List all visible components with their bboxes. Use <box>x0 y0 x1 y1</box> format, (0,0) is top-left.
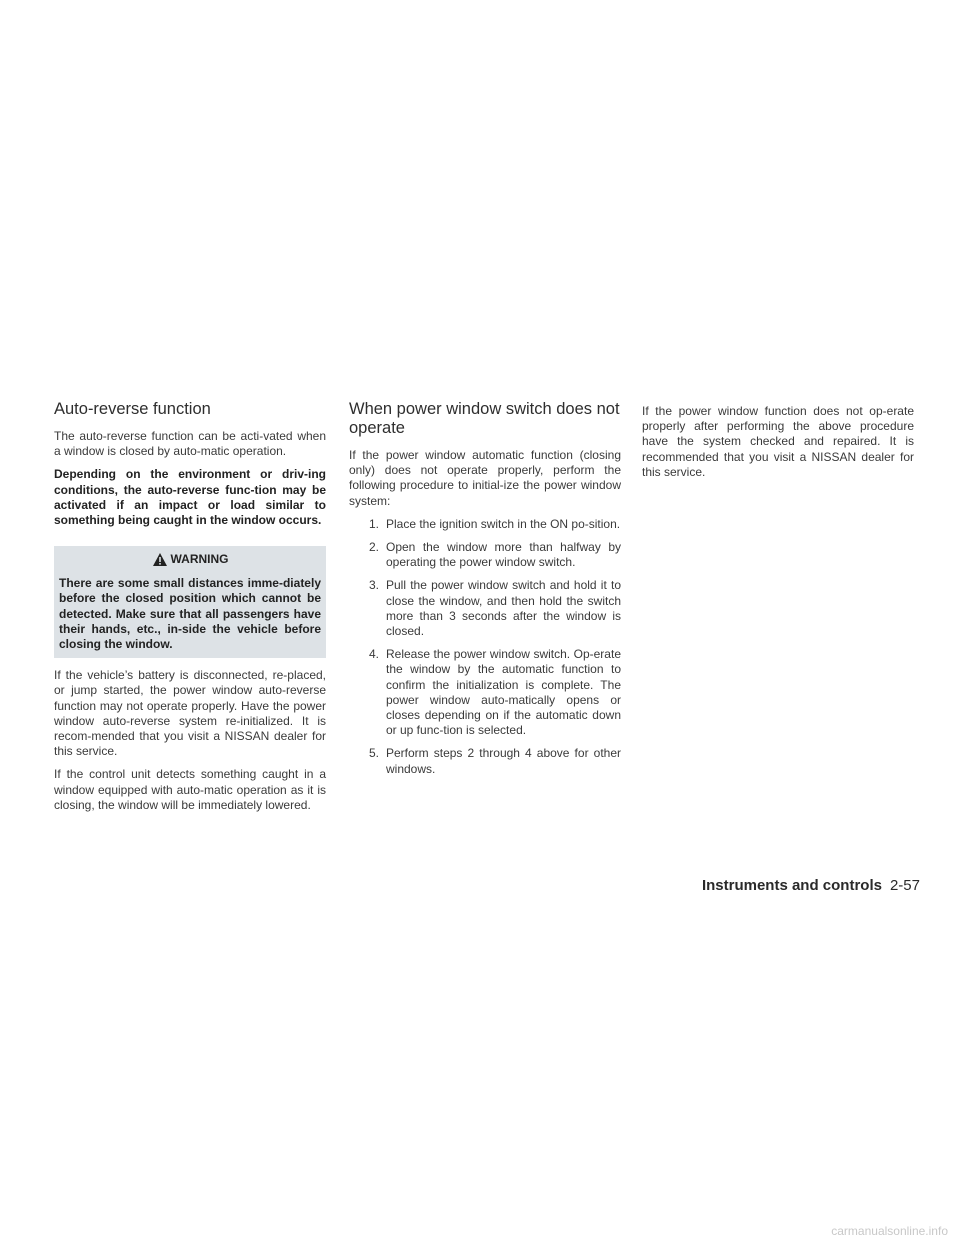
list-item: 5. Perform steps 2 through 4 above for other windows. <box>369 746 621 776</box>
watermark: carmanualsonline.info <box>831 1224 948 1238</box>
section-title-auto-reverse: Auto-reverse function <box>54 400 211 418</box>
column-right <box>642 404 914 488</box>
warning-triangle-icon <box>152 552 168 567</box>
list-item: 1. Place the ignition switch in the ON po-sition. <box>369 516 621 531</box>
paragraph: If the power window function does not op-erate properly after performing the above procedure have the system checked and repaired. It is recommended that you visit a NISSAN dealer for this service. <box>642 404 914 479</box>
paragraph: If the control unit detects something caught in a window equipped with auto-matic operation as it is closing, the window will be immediately lowered. <box>54 767 326 812</box>
column-middle <box>349 400 621 785</box>
footer-section-title: Instruments and controls <box>701 877 882 894</box>
procedure-steps <box>349 517 621 777</box>
list-item: 3. Pull the power window switch and hold it to close the window, and then hold the switch more than 3 seconds after the window is closed. <box>369 578 621 639</box>
warning-header <box>59 550 321 568</box>
section-title-power-window: When power window switch does not operate <box>349 400 620 437</box>
page-number: 2-57 <box>889 877 920 894</box>
list-item: 2. Open the window more than halfway by operating the power window switch. <box>369 540 621 570</box>
paragraph: If the vehicle’s battery is disconnected, re-placed, or jump started, the power window auto-reverse function may not operate properly. Have the power window auto-reverse system re-initialized. It is recom-mended that you visit a NISSAN dealer for this service. <box>54 668 326 759</box>
paragraph: The auto-reverse function can be acti-vated when a window is closed by auto-matic operation. <box>54 429 326 459</box>
warning-text: There are some small distances imme-diately before the closed position which cannot be detected. Make sure that all passengers have their hands, etc., in-side the vehicle before closing the window. <box>59 576 321 652</box>
list-item: 4. Release the power window switch. Op-erate the window by the automatic function to confirm the initialization is complete. The power window auto-matically opens or closes depending on if the automatic down or up func-tion is selected. <box>369 647 621 738</box>
paragraph: If the power window automatic function (closing only) does not operate properly, perform the following procedure to initial-ize the power window system: <box>349 448 621 508</box>
page-footer <box>702 877 920 894</box>
warning-box <box>54 546 326 658</box>
warning-label: WARNING <box>170 552 229 567</box>
bold-paragraph: Depending on the environment or driv-ing conditions, the auto-reverse func-tion may be activated if an impact or load similar to something being caught in the window occurs. <box>54 467 326 528</box>
column-left <box>54 400 326 821</box>
